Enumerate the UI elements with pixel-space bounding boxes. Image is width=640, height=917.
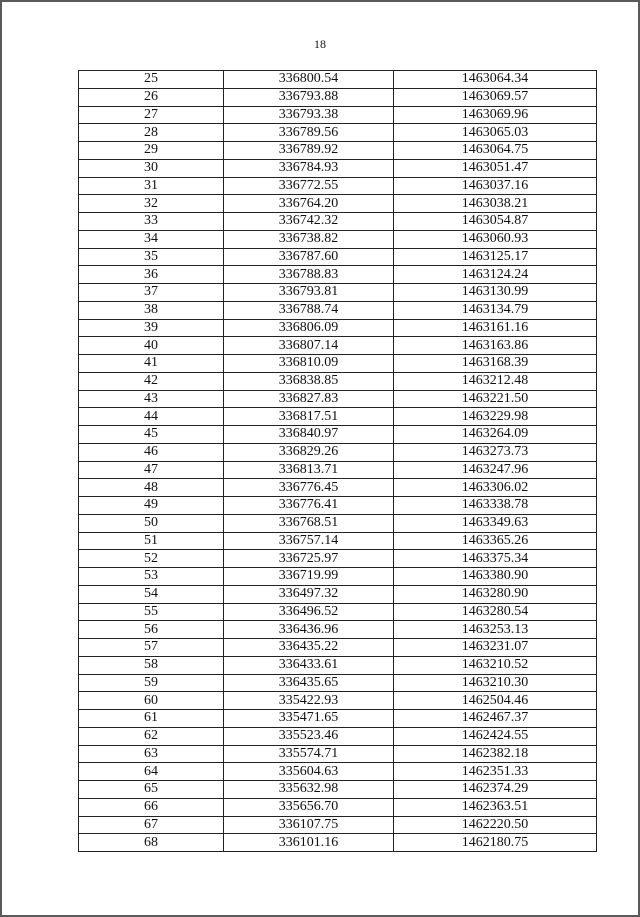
- x-coordinate-cell: 336496.52: [224, 603, 394, 621]
- x-coordinate-cell: 335422.93: [224, 692, 394, 710]
- y-coordinate-cell: 1463264.09: [394, 426, 597, 444]
- table-row: [79, 568, 597, 586]
- x-coordinate-cell: 336817.51: [224, 408, 394, 426]
- y-coordinate-cell: 1462424.55: [394, 727, 597, 745]
- table-row: [79, 745, 597, 763]
- table-row: [79, 550, 597, 568]
- table-row: [79, 426, 597, 444]
- point-number-cell: 30: [79, 159, 224, 177]
- y-coordinate-cell: 1463130.99: [394, 284, 597, 302]
- document-page: [2, 2, 638, 915]
- x-coordinate-cell: 336793.88: [224, 88, 394, 106]
- x-coordinate-cell: 335574.71: [224, 745, 394, 763]
- table-row: [79, 585, 597, 603]
- y-coordinate-cell: 1463210.52: [394, 656, 597, 674]
- point-number-cell: 25: [79, 71, 224, 89]
- x-coordinate-cell: 336784.93: [224, 159, 394, 177]
- point-number-cell: 49: [79, 497, 224, 515]
- x-coordinate-cell: 336725.97: [224, 550, 394, 568]
- y-coordinate-cell: 1463064.75: [394, 142, 597, 160]
- x-coordinate-cell: 336772.55: [224, 177, 394, 195]
- y-coordinate-cell: 1463247.96: [394, 461, 597, 479]
- y-coordinate-cell: 1463349.63: [394, 514, 597, 532]
- table-row: [79, 266, 597, 284]
- x-coordinate-cell: 336800.54: [224, 71, 394, 89]
- table-row: [79, 727, 597, 745]
- table-row: [79, 159, 597, 177]
- x-coordinate-cell: 336776.45: [224, 479, 394, 497]
- x-coordinate-cell: 336789.92: [224, 142, 394, 160]
- y-coordinate-cell: 1463338.78: [394, 497, 597, 515]
- y-coordinate-cell: 1463038.21: [394, 195, 597, 213]
- point-number-cell: 51: [79, 532, 224, 550]
- point-number-cell: 43: [79, 390, 224, 408]
- table-row: [79, 443, 597, 461]
- y-coordinate-cell: 1463069.96: [394, 106, 597, 124]
- point-number-cell: 50: [79, 514, 224, 532]
- point-number-cell: 39: [79, 319, 224, 337]
- table-row: [79, 213, 597, 231]
- point-number-cell: 42: [79, 372, 224, 390]
- point-number-cell: 67: [79, 816, 224, 834]
- point-number-cell: 35: [79, 248, 224, 266]
- table-row: [79, 88, 597, 106]
- y-coordinate-cell: 1462220.50: [394, 816, 597, 834]
- point-number-cell: 40: [79, 337, 224, 355]
- y-coordinate-cell: 1463124.24: [394, 266, 597, 284]
- y-coordinate-cell: 1463134.79: [394, 301, 597, 319]
- point-number-cell: 68: [79, 834, 224, 852]
- point-number-cell: 60: [79, 692, 224, 710]
- point-number-cell: 28: [79, 124, 224, 142]
- y-coordinate-cell: 1463168.39: [394, 355, 597, 373]
- table-row: [79, 781, 597, 799]
- y-coordinate-cell: 1463037.16: [394, 177, 597, 195]
- table-row: [79, 816, 597, 834]
- y-coordinate-cell: 1463231.07: [394, 639, 597, 657]
- y-coordinate-cell: 1463163.86: [394, 337, 597, 355]
- point-number-cell: 54: [79, 585, 224, 603]
- table-row: [79, 710, 597, 728]
- table-row: [79, 142, 597, 160]
- point-number-cell: 57: [79, 639, 224, 657]
- point-number-cell: 41: [79, 355, 224, 373]
- x-coordinate-cell: 336764.20: [224, 195, 394, 213]
- y-coordinate-cell: 1463054.87: [394, 213, 597, 231]
- y-coordinate-cell: 1463253.13: [394, 621, 597, 639]
- x-coordinate-cell: 336433.61: [224, 656, 394, 674]
- y-coordinate-cell: 1463380.90: [394, 568, 597, 586]
- y-coordinate-cell: 1463069.57: [394, 88, 597, 106]
- point-number-cell: 47: [79, 461, 224, 479]
- y-coordinate-cell: 1463221.50: [394, 390, 597, 408]
- x-coordinate-cell: 336813.71: [224, 461, 394, 479]
- table-row: [79, 639, 597, 657]
- table-row: [79, 71, 597, 89]
- x-coordinate-cell: 336788.83: [224, 266, 394, 284]
- table-row: [79, 390, 597, 408]
- point-number-cell: 37: [79, 284, 224, 302]
- x-coordinate-cell: 336829.26: [224, 443, 394, 461]
- y-coordinate-cell: 1463060.93: [394, 230, 597, 248]
- point-number-cell: 59: [79, 674, 224, 692]
- page-number: 18: [314, 37, 326, 51]
- x-coordinate-cell: 335523.46: [224, 727, 394, 745]
- x-coordinate-cell: 335471.65: [224, 710, 394, 728]
- y-coordinate-cell: 1462374.29: [394, 781, 597, 799]
- table-row: [79, 763, 597, 781]
- table-row: [79, 479, 597, 497]
- x-coordinate-cell: 336787.60: [224, 248, 394, 266]
- x-coordinate-cell: 336107.75: [224, 816, 394, 834]
- y-coordinate-cell: 1463051.47: [394, 159, 597, 177]
- x-coordinate-cell: 336497.32: [224, 585, 394, 603]
- y-coordinate-cell: 1463229.98: [394, 408, 597, 426]
- table-row: [79, 177, 597, 195]
- point-number-cell: 55: [79, 603, 224, 621]
- table-row: [79, 674, 597, 692]
- y-coordinate-cell: 1463064.34: [394, 71, 597, 89]
- point-number-cell: 63: [79, 745, 224, 763]
- table-row: [79, 532, 597, 550]
- point-number-cell: 45: [79, 426, 224, 444]
- x-coordinate-cell: 336827.83: [224, 390, 394, 408]
- point-number-cell: 44: [79, 408, 224, 426]
- table-row: [79, 355, 597, 373]
- table-row: [79, 124, 597, 142]
- point-number-cell: 38: [79, 301, 224, 319]
- table-row: [79, 301, 597, 319]
- x-coordinate-cell: 336840.97: [224, 426, 394, 444]
- x-coordinate-cell: 336719.99: [224, 568, 394, 586]
- y-coordinate-cell: 1463161.16: [394, 319, 597, 337]
- y-coordinate-cell: 1463212.48: [394, 372, 597, 390]
- table-row: [79, 372, 597, 390]
- table-row: [79, 656, 597, 674]
- table-row: [79, 798, 597, 816]
- table-row: [79, 284, 597, 302]
- x-coordinate-cell: 336789.56: [224, 124, 394, 142]
- x-coordinate-cell: 336776.41: [224, 497, 394, 515]
- table-row: [79, 621, 597, 639]
- x-coordinate-cell: 336738.82: [224, 230, 394, 248]
- y-coordinate-cell: 1463306.02: [394, 479, 597, 497]
- x-coordinate-cell: 336838.85: [224, 372, 394, 390]
- point-number-cell: 34: [79, 230, 224, 248]
- x-coordinate-cell: 336793.38: [224, 106, 394, 124]
- x-coordinate-cell: 336435.22: [224, 639, 394, 657]
- point-number-cell: 46: [79, 443, 224, 461]
- y-coordinate-cell: 1462504.46: [394, 692, 597, 710]
- point-number-cell: 66: [79, 798, 224, 816]
- point-number-cell: 36: [79, 266, 224, 284]
- y-coordinate-cell: 1462351.33: [394, 763, 597, 781]
- x-coordinate-cell: 336788.74: [224, 301, 394, 319]
- point-number-cell: 62: [79, 727, 224, 745]
- table-row: [79, 248, 597, 266]
- point-number-cell: 33: [79, 213, 224, 231]
- table-row: [79, 230, 597, 248]
- x-coordinate-cell: 336742.32: [224, 213, 394, 231]
- x-coordinate-cell: 336807.14: [224, 337, 394, 355]
- table-row: [79, 692, 597, 710]
- y-coordinate-cell: 1462467.37: [394, 710, 597, 728]
- x-coordinate-cell: 336768.51: [224, 514, 394, 532]
- table-row: [79, 603, 597, 621]
- point-number-cell: 64: [79, 763, 224, 781]
- coordinates-table: [78, 70, 597, 852]
- point-number-cell: 58: [79, 656, 224, 674]
- table-row: [79, 514, 597, 532]
- table-row: [79, 497, 597, 515]
- y-coordinate-cell: 1462382.18: [394, 745, 597, 763]
- y-coordinate-cell: 1463065.03: [394, 124, 597, 142]
- point-number-cell: 31: [79, 177, 224, 195]
- x-coordinate-cell: 336810.09: [224, 355, 394, 373]
- y-coordinate-cell: 1463273.73: [394, 443, 597, 461]
- y-coordinate-cell: 1463365.26: [394, 532, 597, 550]
- y-coordinate-cell: 1462180.75: [394, 834, 597, 852]
- y-coordinate-cell: 1463210.30: [394, 674, 597, 692]
- x-coordinate-cell: 336436.96: [224, 621, 394, 639]
- y-coordinate-cell: 1463280.90: [394, 585, 597, 603]
- y-coordinate-cell: 1463375.34: [394, 550, 597, 568]
- y-coordinate-cell: 1463280.54: [394, 603, 597, 621]
- point-number-cell: 53: [79, 568, 224, 586]
- x-coordinate-cell: 336793.81: [224, 284, 394, 302]
- x-coordinate-cell: 336757.14: [224, 532, 394, 550]
- point-number-cell: 27: [79, 106, 224, 124]
- point-number-cell: 29: [79, 142, 224, 160]
- x-coordinate-cell: 336101.16: [224, 834, 394, 852]
- y-coordinate-cell: 1463125.17: [394, 248, 597, 266]
- x-coordinate-cell: 336806.09: [224, 319, 394, 337]
- point-number-cell: 48: [79, 479, 224, 497]
- coordinates-table-body: [79, 71, 597, 852]
- table-row: [79, 195, 597, 213]
- point-number-cell: 56: [79, 621, 224, 639]
- point-number-cell: 65: [79, 781, 224, 799]
- x-coordinate-cell: 336435.65: [224, 674, 394, 692]
- x-coordinate-cell: 335604.63: [224, 763, 394, 781]
- point-number-cell: 61: [79, 710, 224, 728]
- table-row: [79, 834, 597, 852]
- table-row: [79, 408, 597, 426]
- point-number-cell: 26: [79, 88, 224, 106]
- x-coordinate-cell: 335632.98: [224, 781, 394, 799]
- point-number-cell: 32: [79, 195, 224, 213]
- table-row: [79, 106, 597, 124]
- x-coordinate-cell: 335656.70: [224, 798, 394, 816]
- table-row: [79, 319, 597, 337]
- y-coordinate-cell: 1462363.51: [394, 798, 597, 816]
- table-row: [79, 461, 597, 479]
- point-number-cell: 52: [79, 550, 224, 568]
- table-row: [79, 337, 597, 355]
